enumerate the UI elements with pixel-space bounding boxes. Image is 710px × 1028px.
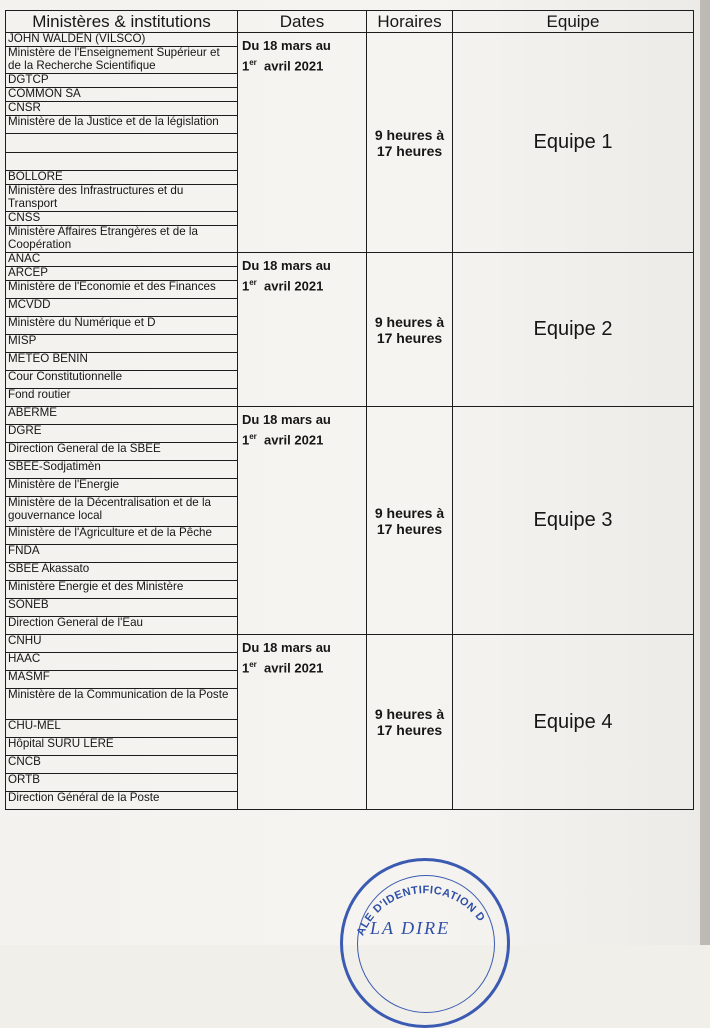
table-body bbox=[6, 33, 694, 810]
table-row bbox=[6, 33, 694, 47]
hours-cell: 9 heures à 17 heures bbox=[367, 407, 453, 635]
institution-cell: CNCB bbox=[6, 756, 238, 774]
dates-cell bbox=[238, 407, 367, 635]
page-edge bbox=[700, 0, 710, 945]
dates-cell bbox=[238, 253, 367, 407]
header-institutions: Ministères & institutions bbox=[6, 11, 238, 33]
institution-cell: Hôpital SURU LERE bbox=[6, 738, 238, 756]
stamp-center-text: LA DIRE bbox=[370, 918, 451, 938]
institution-cell: Direction General de la SBEE bbox=[6, 443, 238, 461]
institution-cell: Ministère des Infrastructures et du Transport bbox=[6, 185, 238, 212]
team-cell: Equipe 1 bbox=[453, 33, 694, 253]
date-end bbox=[242, 274, 362, 294]
date-end-day: 1 bbox=[242, 58, 250, 74]
institution-cell: Cour Constitutionnelle bbox=[6, 371, 238, 389]
table-row bbox=[6, 635, 694, 653]
institution-cell: SBEE Akassato bbox=[6, 563, 238, 581]
header-dates: Dates bbox=[238, 11, 367, 33]
date-end-month-year: avril 2021 bbox=[264, 660, 324, 676]
institution-cell: Direction Général de la Poste bbox=[6, 792, 238, 810]
institution-cell bbox=[6, 153, 238, 171]
institution-cell: Ministère de la Justice et de la législation bbox=[6, 116, 238, 134]
date-end-month-year: avril 2021 bbox=[264, 58, 324, 74]
institution-cell: CNHU bbox=[6, 635, 238, 653]
institution-cell: SONEB bbox=[6, 599, 238, 617]
header-team: Equipe bbox=[453, 11, 694, 33]
hours-cell: 9 heures à 17 heures bbox=[367, 253, 453, 407]
date-end-ordinal: er bbox=[249, 432, 257, 441]
institution-cell: BOLLORE bbox=[6, 171, 238, 185]
institution-cell: FNDA bbox=[6, 545, 238, 563]
institution-cell: CHU-MEL bbox=[6, 720, 238, 738]
institution-cell: MASMF bbox=[6, 671, 238, 689]
team-cell: Equipe 4 bbox=[453, 635, 694, 810]
institution-cell: Ministère Affaires Etrangères et de la Coopération bbox=[6, 226, 238, 253]
date-end bbox=[242, 428, 362, 448]
institution-cell: HAAC bbox=[6, 653, 238, 671]
institution-cell: Direction General de l'Eau bbox=[6, 617, 238, 635]
schedule-table bbox=[5, 10, 694, 810]
date-start: Du 18 mars au bbox=[242, 412, 331, 427]
institution-cell: ARCEP bbox=[6, 267, 238, 281]
date-end-ordinal: er bbox=[249, 278, 257, 287]
institution-cell: Ministère de la Communication de la Poste bbox=[6, 689, 238, 720]
institution-cell: Ministère de l'Agriculture et de la Pêche bbox=[6, 527, 238, 545]
institution-cell: COMMON SA bbox=[6, 88, 238, 102]
date-end-month-year: avril 2021 bbox=[264, 278, 324, 294]
institution-cell: Ministère de l'Enseignement Supérieur et de la Recherche Scientifique bbox=[6, 47, 238, 74]
institution-cell: Ministère de l'Energie bbox=[6, 479, 238, 497]
team-cell: Equipe 2 bbox=[453, 253, 694, 407]
institution-cell: ABERME bbox=[6, 407, 238, 425]
hours-cell: 9 heures à 17 heures bbox=[367, 635, 453, 810]
institution-cell: CNSS bbox=[6, 212, 238, 226]
institution-cell: MCVDD bbox=[6, 299, 238, 317]
date-start: Du 18 mars au bbox=[242, 640, 331, 655]
institution-cell: Ministère du Numérique et D bbox=[6, 317, 238, 335]
stamp-ring-label: ALE D'IDENTIFICATION D bbox=[354, 884, 488, 938]
institution-cell: Ministère de la Décentralisation et de la gouvernance local bbox=[6, 497, 238, 527]
institution-cell: METEO BENIN bbox=[6, 353, 238, 371]
institution-cell: DGRE bbox=[6, 425, 238, 443]
date-end-ordinal: er bbox=[249, 660, 257, 669]
header-hours: Horaires bbox=[367, 11, 453, 33]
date-end-day: 1 bbox=[242, 660, 250, 676]
date-end-day: 1 bbox=[242, 432, 250, 448]
institution-cell: Ministère Energie et des Ministère bbox=[6, 581, 238, 599]
institution-cell: Fond routier bbox=[6, 389, 238, 407]
date-start: Du 18 mars au bbox=[242, 38, 331, 53]
date-end-ordinal: er bbox=[249, 58, 257, 67]
team-cell: Equipe 3 bbox=[453, 407, 694, 635]
stamp-ring-text bbox=[343, 861, 507, 971]
institution-cell: ANAC bbox=[6, 253, 238, 267]
date-end bbox=[242, 656, 362, 676]
dates-cell bbox=[238, 635, 367, 810]
date-start: Du 18 mars au bbox=[242, 258, 331, 273]
dates-cell bbox=[238, 33, 367, 253]
institution-cell: SBEE-Sodjatimèn bbox=[6, 461, 238, 479]
table-row bbox=[6, 407, 694, 425]
hours-cell: 9 heures à 17 heures bbox=[367, 33, 453, 253]
table-row bbox=[6, 253, 694, 267]
date-end-day: 1 bbox=[242, 278, 250, 294]
date-end bbox=[242, 54, 362, 74]
institution-cell: JOHN WALDEN (VILSCO) bbox=[6, 33, 238, 47]
institution-cell: DGTCP bbox=[6, 74, 238, 88]
institution-cell bbox=[6, 134, 238, 153]
official-stamp bbox=[340, 858, 510, 1028]
institution-cell: ORTB bbox=[6, 774, 238, 792]
date-end-month-year: avril 2021 bbox=[264, 432, 324, 448]
institution-cell: MISP bbox=[6, 335, 238, 353]
institution-cell: CNSR bbox=[6, 102, 238, 116]
institution-cell: Ministère de l'Economie et des Finances bbox=[6, 281, 238, 299]
table-header-row bbox=[6, 11, 694, 33]
